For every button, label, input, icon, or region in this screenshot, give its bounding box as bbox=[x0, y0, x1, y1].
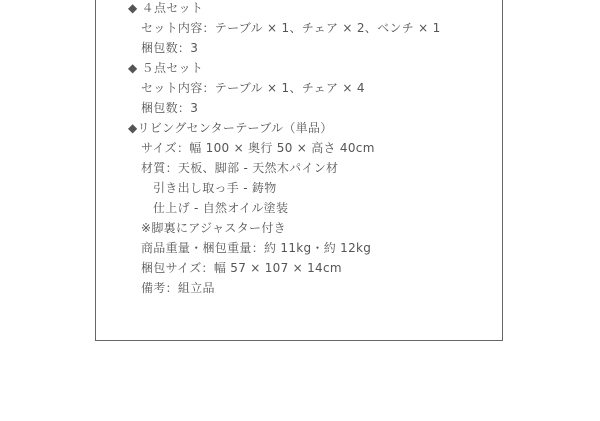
table-weight: 商品重量・梱包重量：約 11kg・約 12kg bbox=[141, 241, 372, 255]
set4-packages: 梱包数：3 bbox=[141, 41, 199, 55]
table-handle: 引き出し取っ手 - 鋳物 bbox=[153, 181, 277, 195]
set4-contents: セット内容：テーブル × 1、チェア × 2、ベンチ × 1 bbox=[141, 21, 441, 35]
table-package-size: 梱包サイズ：幅 57 × 107 × 14cm bbox=[141, 261, 342, 275]
table-material: 材質：天板、脚部 - 天然木パイン材 bbox=[141, 161, 339, 175]
table-finish: 仕上げ - 自然オイル塗装 bbox=[153, 201, 289, 215]
table-size: サイズ：幅 100 × 奥行 50 × 高さ 40cm bbox=[141, 141, 375, 155]
set5-packages: 梱包数：3 bbox=[141, 101, 199, 115]
table-adjuster: ※脚裏にアジャスター付き bbox=[141, 221, 286, 235]
set5-heading: ◆ ５点セット bbox=[128, 61, 204, 75]
table-heading: ◆リビングセンターテーブル（単品） bbox=[128, 121, 333, 135]
set4-heading: ◆ ４点セット bbox=[128, 1, 204, 15]
table-note: 備考：組立品 bbox=[141, 281, 215, 295]
set5-contents: セット内容：テーブル × 1、チェア × 4 bbox=[141, 81, 365, 95]
